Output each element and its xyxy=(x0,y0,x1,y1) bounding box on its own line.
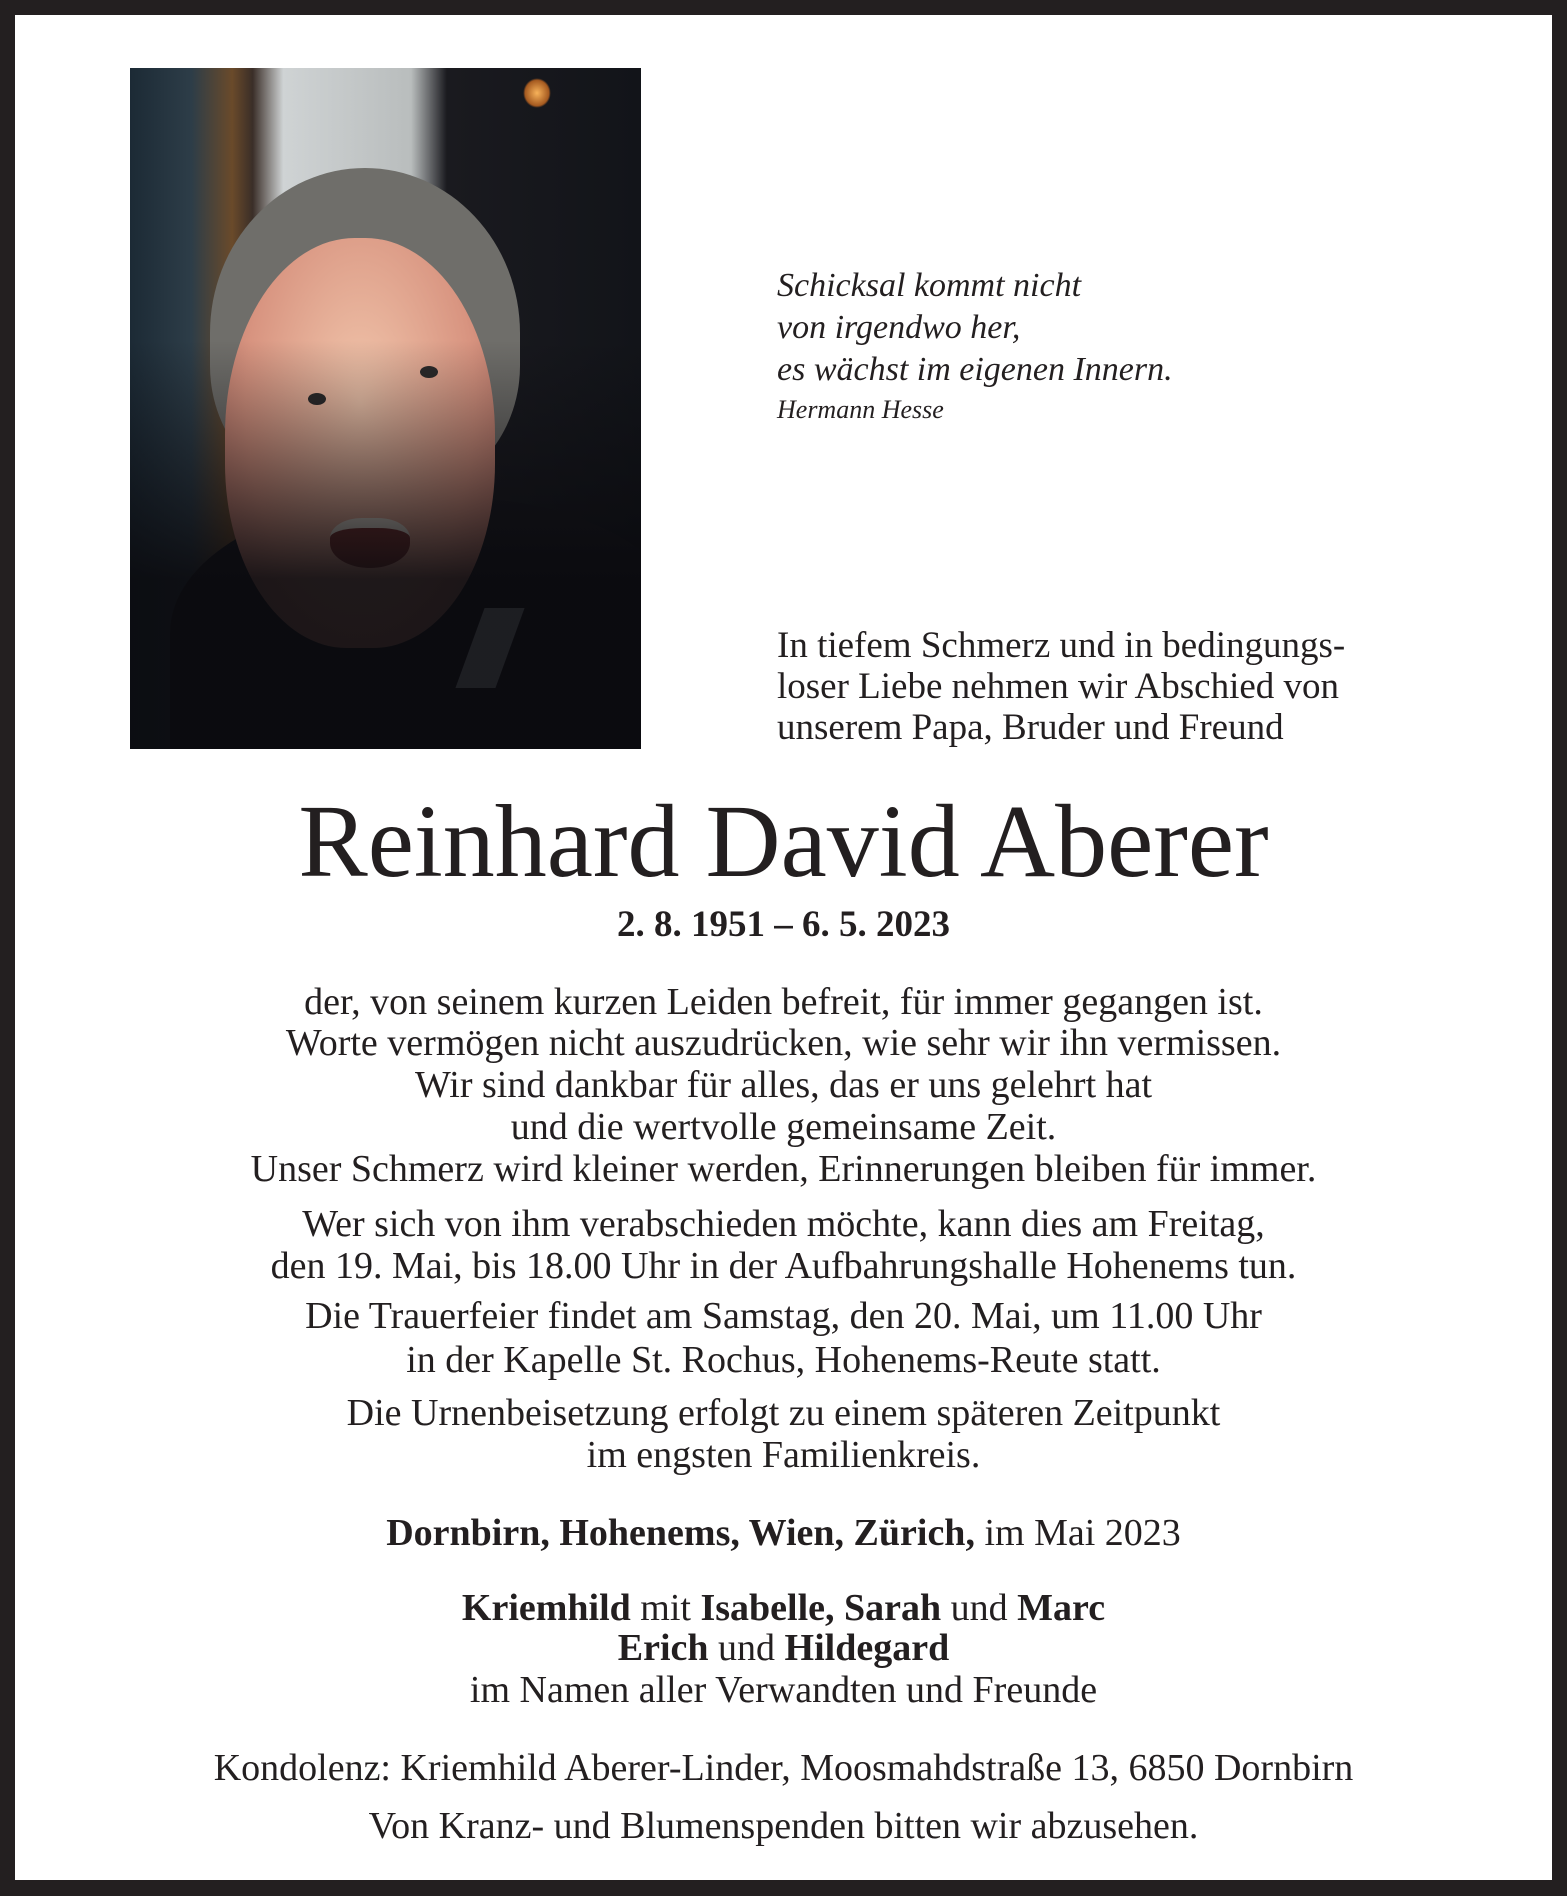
intro-line: unserem Papa, Bruder und Freund xyxy=(777,707,1284,748)
quote-line: Schicksal kommt nicht xyxy=(777,267,1082,304)
intro-line: In tiefem Schmerz und in bedingungs- xyxy=(777,625,1346,666)
body-line: Unser Schmerz wird kleiner werden, Erinnerungen bleiben für immer. xyxy=(250,1148,1317,1190)
body-line: der, von seinem kurzen Leiden befreit, für immer gegangen ist. xyxy=(304,981,1263,1023)
month-year: im Mai 2023 xyxy=(974,1512,1181,1554)
family-name: Hildegard xyxy=(784,1627,950,1669)
body-line: Worte vermögen nicht auszudrücken, wie sehr wir ihn vermissen. xyxy=(285,1022,1282,1064)
family-name: Kriemhild xyxy=(461,1587,631,1629)
family-name: Isabelle, Sarah xyxy=(700,1587,942,1629)
places: Dornbirn, Hohenems, Wien, Zürich, xyxy=(386,1512,975,1554)
body-line: Wir sind dankbar für alles, das er uns gelehrt hat xyxy=(414,1064,1153,1106)
body-line: den 19. Mai, bis 18.00 Uhr in der Aufbahrungshalle Hohenems tun. xyxy=(270,1245,1297,1287)
body-line: Die Urnenbeisetzung erfolgt zu einem späteren Zeitpunkt xyxy=(346,1392,1221,1434)
quote-line: von irgendwo her, xyxy=(777,309,1021,346)
flowers-note: Von Kranz- und Blumenspenden bitten wir abzusehen. xyxy=(368,1805,1199,1847)
body-line: in der Kapelle St. Rochus, Hohenems-Reute statt. xyxy=(406,1339,1161,1381)
connector: mit xyxy=(630,1587,701,1629)
family-line: im Namen aller Verwandten und Freunde xyxy=(469,1669,1098,1711)
family-line xyxy=(15,1627,1552,1669)
condolence-address: Kondolenz: Kriemhild Aberer-Linder, Moosmahdstraße 13, 6850 Dornbirn xyxy=(213,1747,1354,1789)
intro-line: loser Liebe nehmen wir Abschied von xyxy=(777,666,1340,707)
place-date-line xyxy=(15,1512,1552,1554)
family-name: Erich xyxy=(617,1627,709,1669)
quote-line: es wächst im eigenen Innern. xyxy=(777,351,1173,388)
body-line: und die wertvolle gemeinsame Zeit. xyxy=(510,1106,1057,1148)
connector: und xyxy=(708,1627,785,1669)
life-dates: 2. 8. 1951 – 6. 5. 2023 xyxy=(617,904,950,945)
obituary-notice xyxy=(15,15,1552,1880)
deceased-name: Reinhard David Aberer xyxy=(298,784,1269,899)
body-line: Wer sich von ihm verabschieden möchte, kann dies am Freitag, xyxy=(302,1203,1265,1245)
intro-text xyxy=(777,625,1345,748)
body-line: Die Trauerfeier findet am Samstag, den 20. Mai, um 11.00 Uhr xyxy=(305,1295,1262,1337)
quote-author: Hermann Hesse xyxy=(777,395,944,424)
portrait-photo xyxy=(130,68,641,749)
connector: und xyxy=(941,1587,1018,1629)
photo-shade xyxy=(130,68,641,749)
body-line: im engsten Familienkreis. xyxy=(586,1434,981,1476)
family-name: Marc xyxy=(1017,1587,1106,1629)
family-line xyxy=(15,1587,1552,1629)
